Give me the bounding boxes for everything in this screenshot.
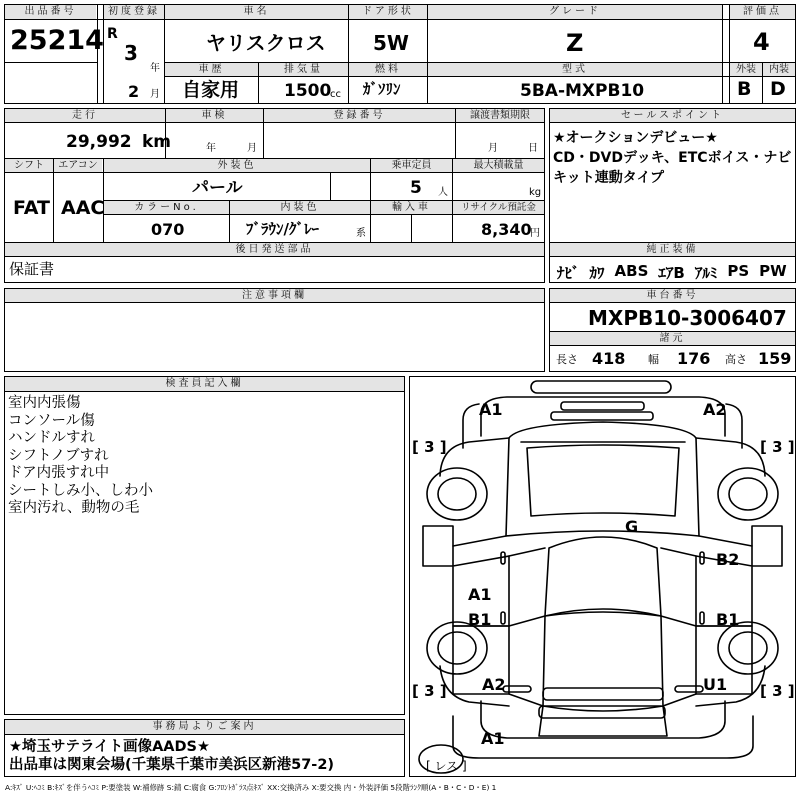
interior-grade: D [770,78,786,100]
office-label: 事務局よりご案内 [5,720,404,734]
interior-color: ﾌﾞﾗｳﾝ/ｸﾞﾚｰ [246,220,319,238]
mark-rear-right: U1 [703,675,728,694]
sales-points-label: セールスポイント [550,109,795,122]
length-label: 長さ [556,353,578,366]
equipment-nav: ﾅﾋﾞ [557,264,580,282]
mileage: 29,992 [66,132,132,152]
door-type: 5W [373,31,409,55]
era-mark: R [107,26,118,42]
inspector-label: 検査員記入欄 [5,377,404,391]
interior-label: 内装 [763,63,795,76]
later-parts: 保証書 [9,260,55,278]
bracket-bottom-left: [ 3 ] [412,682,447,700]
grade: Z [566,29,584,57]
exterior-label: 外装 [730,63,762,76]
month-unit: 月 [150,89,160,100]
air-conditioner: AAC [61,197,105,219]
insp-year-unit: 年 [206,143,216,154]
equipment-airbag: ｴｱB [658,264,685,282]
fuel-label: 燃料 [349,63,427,76]
transfer-day-unit: 日 [528,143,538,154]
import-label: 輸入車 [371,201,452,214]
equipment-ps: PS [727,262,750,280]
later-parts-label: 後日発送部品 [5,243,544,256]
mileage-label: 走行 [5,109,165,122]
score-label: 評価点 [730,5,795,19]
spare-tire-status: [ レス ] [426,759,467,773]
office-text: ★埼玉サテライト画像AADS★ 出品車は関東会場(千葉県千葉市美浜区新港57-2) [9,739,335,773]
equipment-alloy: ｱﾙﾐ [694,264,718,282]
width-label: 幅 [648,353,659,366]
lot-no-label: 出品番号 [5,5,96,19]
specs-label: 諸元 [550,332,795,345]
mark-hood: G [625,517,639,536]
model-code: 5BA-MXPB10 [520,81,645,101]
color-number: 070 [151,220,185,239]
equipment-abs: ABS [614,262,649,280]
door-label: ドア形状 [349,5,427,19]
capacity: 5 [410,178,422,198]
recycle-fee: 8,340 [481,220,532,239]
mark-front-left: A1 [479,400,503,419]
mark-right-front-door: B2 [716,550,740,569]
history: 自家用 [182,79,240,101]
transfer-month-unit: 月 [488,143,498,154]
reg-no-label: 登録番号 [264,109,455,122]
lot-number: 25214 [10,25,104,56]
length: 418 [592,349,626,368]
fuel: ｶﾞｿﾘﾝ [363,80,401,98]
mileage-unit: km [142,132,172,152]
score: 4 [753,28,770,56]
height-label: 高さ [725,353,747,366]
max-load-label: 最大積載量 [453,159,544,172]
chassis-label: 車台番号 [550,289,795,302]
ac-label: エアコン [54,159,102,172]
history-label: 車歴 [165,63,258,76]
height: 159 [758,349,792,368]
mark-rear-left: A2 [482,675,506,694]
exterior-grade: B [737,78,752,100]
mark-right-rear-door: B1 [716,610,740,629]
inspector-notes: 室内内張傷 コンソール傷 ハンドルすれ シフトノブすれ ドア内張すれ中 シートしみ小、しわ小 室内汚れ、動物の毛 [8,395,153,516]
color-no-label: カラーNo. [104,201,229,214]
displacement-unit: cc [330,89,341,100]
capacity-label: 乗車定員 [371,159,452,172]
transfer-label: 譲渡書類期限 [456,109,544,122]
mark-left-door-b: B1 [468,610,492,629]
legend: A:ｷｽﾞ U:ﾍｺﾐ B:ｷｽﾞを伴うﾍｺﾐ P:要塗装 W:補修跡 S:錆 C:腐食 G:ﾌﾛﾝﾄｶﾞﾗｽ点ｷｽﾞ XX:交換済み X:要交換 内・外装評価 5段階ﾗﾝｸ順(A・B・C・D・E) 1 [5,783,497,792]
recycle-unit: 円 [530,228,540,239]
ext-color-label: 外装色 [104,159,370,172]
insp-month-unit: 月 [247,143,257,154]
equipment-leather: ｶﾜ [589,264,605,282]
width: 176 [677,349,711,368]
notes-label: 注意事項欄 [5,289,544,302]
displacement-label: 排気量 [259,63,348,76]
mark-rear-bumper: A1 [481,729,505,748]
model-name-label: 車名 [165,5,348,19]
chassis-number: MXPB10-3006407 [588,306,787,330]
equipment-list [557,262,787,283]
max-load-unit: kg [529,187,542,198]
year-unit: 年 [150,63,160,74]
mark-front-right: A2 [703,400,727,419]
recycle-label: リサイクル預託金 [453,201,544,214]
bracket-top-left: [ 3 ] [412,438,447,456]
shift: FAT [13,197,50,219]
exterior-color: パール [192,178,243,198]
int-color-unit: 系 [356,228,366,239]
bracket-top-right: [ 3 ] [760,438,795,456]
first-reg-label: 初度登録 [104,5,164,19]
model-code-label: 型式 [428,63,722,76]
equipment-label: 純正装備 [550,243,795,256]
bracket-bottom-right: [ 3 ] [760,682,795,700]
model-name: ヤリスクロス [206,31,326,55]
car-outline-diagram [409,376,796,777]
capacity-unit: 人 [438,187,448,198]
shift-label: シフト [5,159,53,172]
grade-label: グレード [428,5,722,19]
equipment-pw: PW [759,262,787,280]
reg-year: 3 [124,41,138,65]
inspection-label: 車検 [166,109,263,122]
displacement: 1500 [284,81,332,101]
sales-points-text: ★オークションデビュー★ CD・DVDデッキ、ETCボイス・ナビ キット連動タイプ [553,130,792,186]
reg-month: 2 [128,82,140,101]
mark-left-door-a: A1 [468,585,492,604]
int-color-label: 内装色 [230,201,370,214]
